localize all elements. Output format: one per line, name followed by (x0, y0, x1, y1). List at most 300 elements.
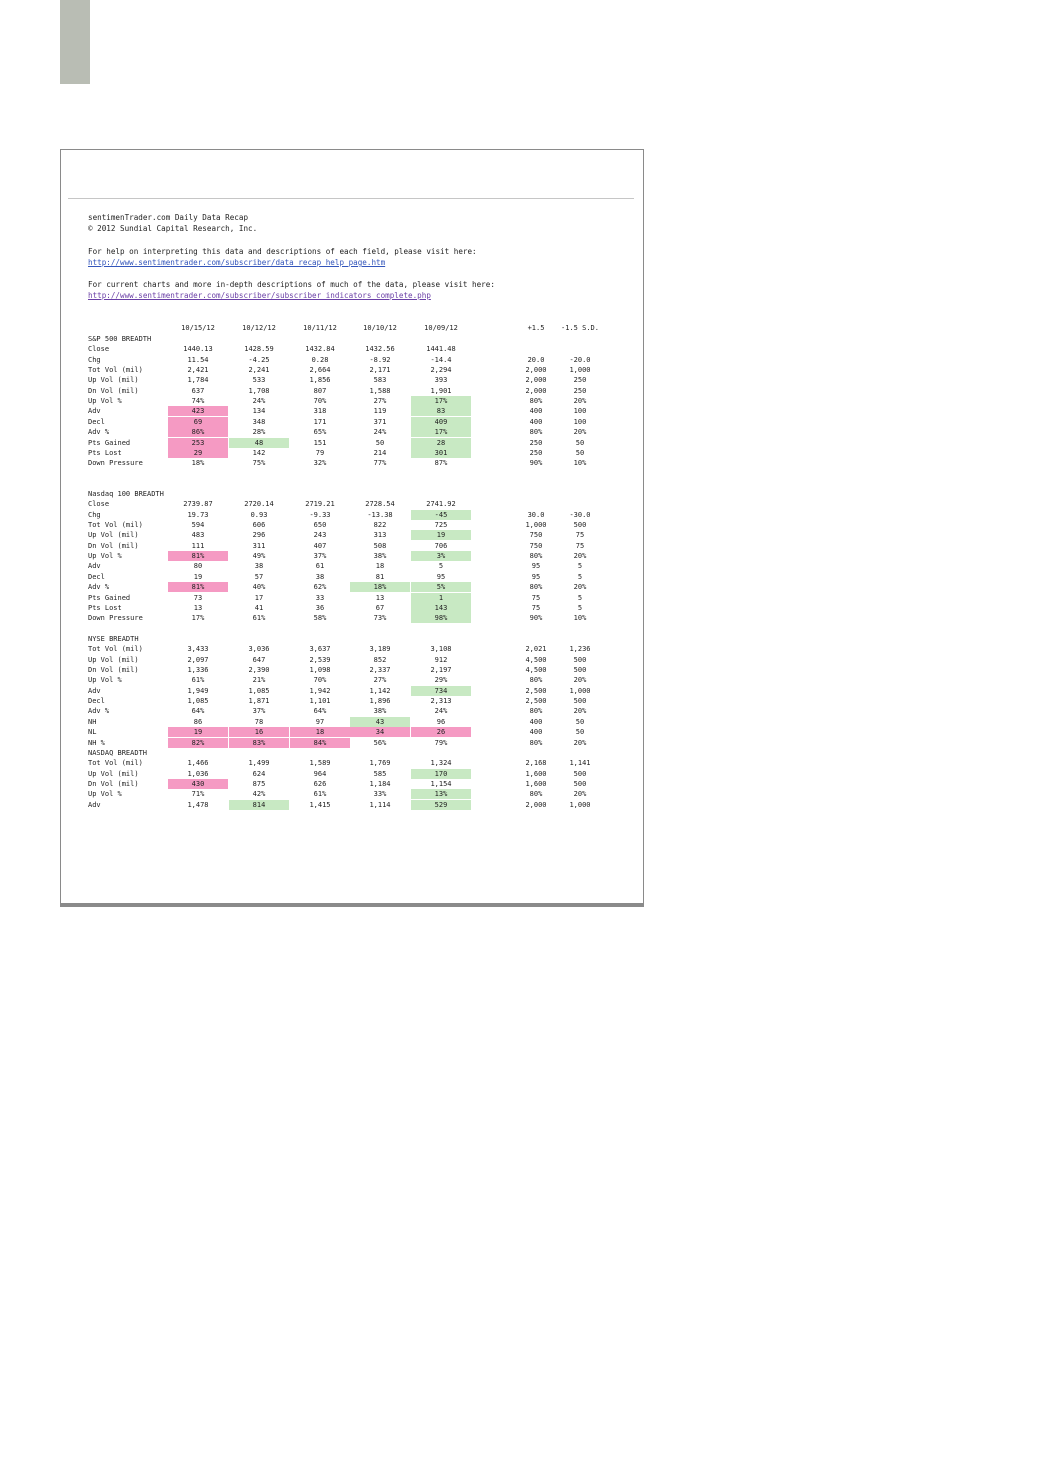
row-label: Up Vol % (88, 552, 122, 561)
table-cell: 1,142 (369, 686, 391, 695)
table-cell: 1,141 (569, 759, 591, 768)
table-cell: 1,184 (369, 780, 391, 789)
table-cell: 533 (252, 376, 266, 385)
table-cell: 2,097 (187, 655, 209, 664)
table-row (88, 706, 628, 716)
row-label: Tot Vol (mil) (88, 759, 143, 768)
table-cell: 2,313 (430, 697, 452, 706)
table-row (88, 417, 628, 427)
table-cell: 875 (252, 780, 266, 789)
table-cell: 100 (573, 407, 587, 416)
table-cell: 18% (350, 582, 410, 592)
table-cell: 2,421 (187, 366, 209, 375)
section-title-text: NYSE BREADTH (88, 635, 139, 643)
row-label: Dn Vol (mil) (88, 780, 139, 789)
table-cell: 50 (575, 438, 585, 447)
table-cell: 250 (529, 438, 543, 447)
table-row (88, 655, 628, 665)
row-label: Adv (88, 407, 101, 416)
table-row (88, 727, 628, 737)
table-cell: 67 (375, 603, 385, 612)
table-cell: 61 (315, 562, 325, 571)
table-row (88, 717, 628, 727)
table-cell: 4,500 (525, 655, 547, 664)
table-cell: 423 (168, 406, 228, 416)
table-cell: 20.0 (527, 355, 545, 364)
table-row (88, 758, 628, 768)
table-cell: 56% (373, 738, 387, 747)
table-cell: 42% (252, 790, 266, 799)
table-cell: 13 (193, 603, 203, 612)
charts-link[interactable]: http://www.sentimentrader.com/subscriber/subscriber_indicators_complete.php (88, 291, 431, 300)
table-cell (558, 499, 602, 509)
table-cell: 27% (373, 397, 387, 406)
table-cell: 0.93 (250, 510, 268, 519)
table-cell: 33 (315, 593, 325, 602)
table-cell: 2,241 (248, 366, 270, 375)
row-label: Down Pressure (88, 459, 143, 468)
table-cell: 2719.21 (305, 500, 335, 509)
table-cell: 50 (575, 448, 585, 457)
table-cell: 1432.84 (305, 345, 335, 354)
table-cell: 43 (350, 717, 410, 727)
table-cell: 19 (193, 572, 203, 581)
table-cell: 17 (254, 593, 264, 602)
table-cell: 2,000 (525, 800, 547, 809)
table-cell: 80% (529, 676, 543, 685)
table-cell: 2,294 (430, 366, 452, 375)
table-cell: 964 (313, 769, 327, 778)
table-cell: 87% (434, 459, 448, 468)
row-label: Dn Vol (mil) (88, 541, 139, 550)
table-cell: 75 (531, 603, 541, 612)
table-cell: 371 (373, 417, 387, 426)
table-cell: 301 (411, 448, 471, 458)
row-label: NL (88, 728, 97, 737)
table-cell: 1,589 (309, 759, 331, 768)
help-link[interactable]: http://www.sentimentrader.com/subscriber/data_recap_help_page.htm (88, 258, 386, 267)
table-cell: 38% (373, 552, 387, 561)
table-cell: 18 (375, 562, 385, 571)
table-cell: 1,708 (248, 386, 270, 395)
table-cell: 318 (313, 407, 327, 416)
table-cell: 393 (434, 376, 448, 385)
table-cell: 70% (313, 397, 327, 406)
table-cell: 10% (573, 614, 587, 623)
row-label: Pts Gained (88, 438, 131, 447)
table-cell: 58% (313, 614, 327, 623)
table-cell: 86% (168, 427, 228, 437)
table-row (88, 551, 628, 561)
row-label: Up Vol % (88, 676, 122, 685)
table-cell: 647 (252, 655, 266, 664)
section-title (88, 634, 628, 644)
row-label: Close (88, 500, 110, 509)
row-label: Up Vol (mil) (88, 376, 139, 385)
table-row (88, 665, 628, 675)
table-cell: 16 (229, 727, 289, 737)
column-header: 10/09/12 (424, 324, 458, 332)
table-cell: 50 (375, 438, 385, 447)
table-cell: 49% (252, 552, 266, 561)
table-cell: 3,433 (187, 645, 209, 654)
table-cell: 48 (229, 438, 289, 448)
table-cell: 3,036 (248, 645, 270, 654)
table-cell: 17% (411, 396, 471, 406)
table-row (88, 530, 628, 540)
table-row (88, 406, 628, 416)
table-row (88, 561, 628, 571)
table-cell: 83 (411, 406, 471, 416)
table-cell: 1,000 (569, 800, 591, 809)
table-cell: 61% (191, 676, 205, 685)
table-row (88, 696, 628, 706)
header-divider (68, 198, 634, 199)
table-cell: 11.54 (187, 355, 209, 364)
table-cell: 1,036 (187, 769, 209, 778)
table-row (88, 520, 628, 530)
table-cell: 3% (411, 551, 471, 561)
row-label: Adv (88, 686, 101, 695)
table-cell: 500 (573, 769, 587, 778)
table-cell: -13.38 (367, 510, 393, 519)
table-cell: 400 (529, 407, 543, 416)
section-title (88, 748, 628, 758)
row-label: Tot Vol (mil) (88, 521, 143, 530)
table-cell: 1441.48 (426, 345, 456, 354)
table-cell: 28 (411, 438, 471, 448)
table-cell: 90% (529, 459, 543, 468)
help-text: For help on interpreting this data and descriptions of each field, please visit here: (88, 247, 477, 256)
table-row (88, 375, 628, 385)
table-cell: 1,942 (309, 686, 331, 695)
table-cell: 81% (168, 551, 228, 561)
table-row (88, 644, 628, 654)
row-label: Adv (88, 562, 101, 571)
section-title-text: S&P 500 BREADTH (88, 335, 152, 343)
table-cell: 2,168 (525, 759, 547, 768)
table-cell: 2,000 (525, 386, 547, 395)
table-cell: 1428.59 (244, 345, 274, 354)
column-header: 10/15/12 (181, 324, 215, 332)
table-cell: 5 (577, 572, 583, 581)
table-row (88, 458, 628, 468)
table-cell: 3,637 (309, 645, 331, 654)
table-cell: -9.33 (309, 510, 331, 519)
table-cell: 1,600 (525, 780, 547, 789)
table-cell: 80% (529, 397, 543, 406)
table-row (88, 675, 628, 685)
column-header: 10/12/12 (242, 324, 276, 332)
table-cell: 80 (193, 562, 203, 571)
section-title (88, 334, 628, 344)
table-cell: -30.0 (569, 510, 591, 519)
table-cell: 529 (411, 800, 471, 810)
table-cell: 2,390 (248, 666, 270, 675)
row-label: Decl (88, 417, 105, 426)
row-label: Pts Lost (88, 603, 122, 612)
table-cell: 409 (411, 417, 471, 427)
table-cell: 170 (411, 769, 471, 779)
table-cell: 37% (313, 552, 327, 561)
row-label: Dn Vol (mil) (88, 386, 139, 395)
side-tab (60, 0, 90, 84)
table-cell: 500 (573, 655, 587, 664)
table-cell: 70% (313, 676, 327, 685)
row-label: Up Vol (mil) (88, 531, 139, 540)
table-cell: 64% (313, 707, 327, 716)
table-cell: 33% (373, 790, 387, 799)
table-cell: 5% (411, 582, 471, 592)
row-label: Chg (88, 510, 101, 519)
table-cell: 3,108 (430, 645, 452, 654)
table-cell: 1,154 (430, 780, 452, 789)
table-cell: 313 (373, 531, 387, 540)
table-cell: 75 (575, 531, 585, 540)
table-cell: 400 (529, 728, 543, 737)
table-cell: 2,197 (430, 666, 452, 675)
table-cell: 65% (313, 428, 327, 437)
table-cell: 1,415 (309, 800, 331, 809)
table-cell: 2,171 (369, 366, 391, 375)
row-label: Adv % (88, 707, 110, 716)
table-cell: 86 (193, 717, 203, 726)
table-row (88, 779, 628, 789)
table-cell: 80% (529, 707, 543, 716)
table-cell: 483 (191, 531, 205, 540)
table-cell: -14.4 (430, 355, 452, 364)
table-cell: 2739.87 (183, 500, 213, 509)
table-cell: 2,539 (309, 655, 331, 664)
table-cell: 606 (252, 521, 266, 530)
table-cell: 1,769 (369, 759, 391, 768)
table-cell: 73% (373, 614, 387, 623)
table-cell: 626 (313, 780, 327, 789)
table-cell: 10% (573, 459, 587, 468)
table-row (88, 769, 628, 779)
table-cell: 508 (373, 541, 387, 550)
table-cell: 5 (438, 562, 444, 571)
table-cell: 500 (573, 666, 587, 675)
table-cell: 20% (573, 676, 587, 685)
row-label: Decl (88, 697, 105, 706)
table-cell: 20% (573, 552, 587, 561)
column-header: -1.5 S.D. (561, 324, 599, 332)
column-header: 10/11/12 (303, 324, 337, 332)
table-cell: 74% (191, 397, 205, 406)
table-cell: 69 (168, 417, 228, 427)
table-cell: 36 (315, 603, 325, 612)
table-cell (558, 344, 602, 354)
table-cell: 1,000 (525, 521, 547, 530)
row-label: Tot Vol (mil) (88, 366, 143, 375)
table-row (88, 438, 628, 448)
table-cell: 143 (411, 603, 471, 613)
table-cell: 250 (573, 386, 587, 395)
table-cell: 2,021 (525, 645, 547, 654)
table-cell: 2,000 (525, 366, 547, 375)
table-cell: 814 (229, 800, 289, 810)
table-cell: 1,856 (309, 376, 331, 385)
table-cell: 822 (373, 521, 387, 530)
table-cell: 2,664 (309, 366, 331, 375)
intro-title: sentimenTrader.com Daily Data Recap (88, 213, 249, 222)
table-cell: 81 (375, 572, 385, 581)
table-cell: 594 (191, 521, 205, 530)
table-cell: 19 (168, 727, 228, 737)
table-cell: 142 (252, 448, 266, 457)
table-row (88, 427, 628, 437)
table-cell: 81% (168, 582, 228, 592)
row-label: Close (88, 345, 110, 354)
row-label: NH (88, 717, 97, 726)
table-row (88, 355, 628, 365)
table-cell: 2720.14 (244, 500, 274, 509)
table-cell: 17% (191, 614, 205, 623)
table-cell: 26 (411, 727, 471, 737)
table-cell: 24% (434, 707, 448, 716)
table-cell: 84% (290, 738, 350, 748)
table-cell: 725 (434, 521, 448, 530)
intro-copyright: © 2012 Sundial Capital Research, Inc. (88, 224, 258, 233)
table-cell: 5 (577, 593, 583, 602)
row-label: Adv (88, 800, 101, 809)
table-cell: 38% (373, 707, 387, 716)
table-cell: 57 (254, 572, 264, 581)
table-row (88, 800, 628, 810)
table-cell: 21% (252, 676, 266, 685)
row-label: NH % (88, 738, 105, 747)
table-cell: 624 (252, 769, 266, 778)
table-cell: 61% (252, 614, 266, 623)
section-title-text: Nasdaq 100 BREADTH (88, 490, 164, 498)
table-cell: 95 (531, 572, 541, 581)
table-row (88, 386, 628, 396)
table-cell: 500 (573, 780, 587, 789)
table-cell: 96 (436, 717, 446, 726)
table-cell: 18 (290, 727, 350, 737)
table-cell: 28% (252, 428, 266, 437)
table-cell: 80% (529, 552, 543, 561)
row-label: Tot Vol (mil) (88, 645, 143, 654)
row-label: Chg (88, 355, 101, 364)
row-label: Pts Lost (88, 448, 122, 457)
table-cell: 80% (529, 738, 543, 747)
table-cell: 50 (575, 728, 585, 737)
table-cell: 18% (191, 459, 205, 468)
table-cell: 1 (411, 593, 471, 603)
table-cell: 1,478 (187, 800, 209, 809)
table-cell: -45 (411, 510, 471, 520)
table-cell: 95 (436, 572, 446, 581)
table-cell: 637 (191, 386, 205, 395)
table-cell: 75% (252, 459, 266, 468)
table-cell: 1,085 (248, 686, 270, 695)
row-label: Adv % (88, 428, 110, 437)
table-cell: 78 (254, 717, 264, 726)
table-cell: 1,871 (248, 697, 270, 706)
table-cell: 0.28 (311, 355, 329, 364)
row-label: Down Pressure (88, 614, 143, 623)
table-cell: -4.25 (248, 355, 270, 364)
column-header: 10/10/12 (363, 324, 397, 332)
table-cell: 79 (315, 448, 325, 457)
table-cell: 807 (313, 386, 327, 395)
table-cell: 1,896 (369, 697, 391, 706)
row-label: Pts Gained (88, 593, 131, 602)
table-cell: 24% (252, 397, 266, 406)
table-cell: 1,101 (309, 697, 331, 706)
table-cell: 1,466 (187, 759, 209, 768)
table-cell: 912 (434, 655, 448, 664)
table-cell: 1432.56 (365, 345, 395, 354)
table-cell (508, 344, 564, 354)
table-cell: 32% (313, 459, 327, 468)
table-cell: 80% (529, 428, 543, 437)
row-label: Dn Vol (mil) (88, 666, 139, 675)
table-cell: 430 (168, 779, 228, 789)
table-row (88, 344, 628, 354)
table-cell: 5 (577, 603, 583, 612)
table-cell: 61% (313, 790, 327, 799)
table-cell: 79% (434, 738, 448, 747)
table-row (88, 613, 628, 623)
table-cell: 13 (375, 593, 385, 602)
table-row (88, 499, 628, 509)
table-cell: 38 (315, 572, 325, 581)
table-cell: 20% (573, 428, 587, 437)
table-cell: 583 (373, 376, 387, 385)
table-cell: 1,588 (369, 386, 391, 395)
table-cell: 80% (529, 790, 543, 799)
table-row (88, 541, 628, 551)
table-cell: 2728.54 (365, 500, 395, 509)
table-cell: 311 (252, 541, 266, 550)
table-cell: 171 (313, 417, 327, 426)
table-cell: 30.0 (527, 510, 545, 519)
table-cell: 73 (193, 593, 203, 602)
table-cell: 1,114 (369, 800, 391, 809)
row-label: Up Vol % (88, 790, 122, 799)
table-cell: 29 (168, 448, 228, 458)
table-cell: 250 (573, 376, 587, 385)
table-cell: 38 (254, 562, 264, 571)
table-cell: 20% (573, 707, 587, 716)
table-cell: 1,336 (187, 666, 209, 675)
table-cell: 20% (573, 738, 587, 747)
table-row (88, 603, 628, 613)
table-cell: 2,500 (525, 686, 547, 695)
table-cell: 1,901 (430, 386, 452, 395)
table-cell: 3,189 (369, 645, 391, 654)
table-cell: -20.0 (569, 355, 591, 364)
table-cell: 2,000 (525, 376, 547, 385)
table-cell: 852 (373, 655, 387, 664)
table-cell: 151 (313, 438, 327, 447)
table-cell: 29% (434, 676, 448, 685)
table-cell: 650 (313, 521, 327, 530)
table-cell: 750 (529, 541, 543, 550)
table-cell: 134 (252, 407, 266, 416)
table-cell: 407 (313, 541, 327, 550)
table-cell: 1,499 (248, 759, 270, 768)
table-cell: 706 (434, 541, 448, 550)
table-cell: 296 (252, 531, 266, 540)
table-cell: 95 (531, 562, 541, 571)
row-label: Adv % (88, 583, 110, 592)
table-cell: -8.92 (369, 355, 391, 364)
table-row (88, 593, 628, 603)
